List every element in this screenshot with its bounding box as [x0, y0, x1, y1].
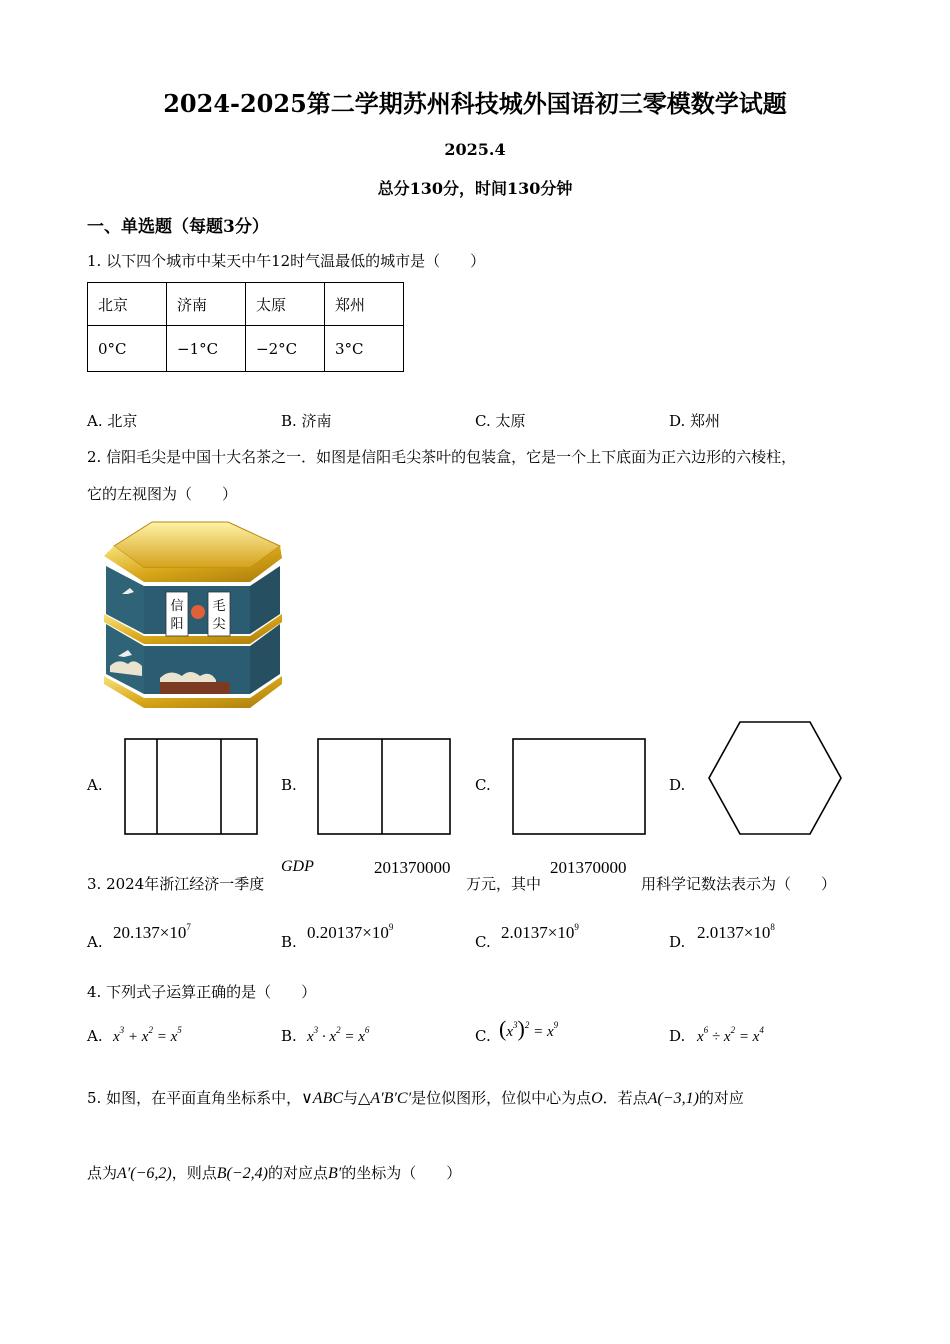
q3-option-b-letter[interactable]: B. — [281, 933, 297, 951]
q2-option-d-label[interactable]: D. — [669, 776, 686, 794]
temperature-table — [87, 282, 404, 372]
question-2-line2: 它的左视图为（ ） — [87, 485, 238, 503]
q2-option-a-figure[interactable] — [124, 738, 258, 836]
q4-option-d-letter[interactable]: D. — [669, 1027, 686, 1045]
q3-option-a-letter[interactable]: A. — [87, 933, 103, 951]
question-3-suffix: 用科学记数法表示为（ ） — [641, 875, 837, 893]
question-5-line1: 5. 如图，在平面直角坐标系中，∨ABC与△A′B′C′是位似图形，位似中心为点O．若点A(−3,1)的对应 — [87, 1089, 744, 1107]
question-1-text: 1. 以下四个城市中某天中午12时气温最低的城市是（ ） — [87, 252, 486, 270]
q3-option-d-letter[interactable]: D. — [669, 933, 686, 951]
exam-info: 总分130分，时间130分钟 — [377, 179, 573, 198]
q2-option-a-label[interactable]: A. — [87, 776, 103, 794]
q2-option-c-label[interactable]: C. — [475, 776, 491, 794]
box-label-xin: 信 — [170, 599, 184, 614]
table-cell-temp: 0°C — [88, 326, 167, 372]
q4-option-d-expr[interactable]: $x^6 \div x^2 = x^4$ — [697, 1025, 764, 1045]
box-label-jian: 尖 — [212, 617, 226, 632]
tea-box-image — [100, 516, 286, 710]
exam-date: 2025.4 — [444, 140, 506, 159]
q3-option-a-expr[interactable]: $20.137\times 10^7$ — [113, 922, 191, 942]
q1-option-a[interactable]: A. 北京 — [87, 412, 138, 430]
box-label-yang: 阳 — [170, 617, 184, 632]
q2-option-d-figure[interactable] — [706, 720, 844, 838]
q3-option-d-expr[interactable]: $2.0137\times 10^8$ — [697, 922, 775, 942]
q1-option-b[interactable]: B. 济南 — [281, 412, 332, 430]
question-3-mid: 万元，其中 — [466, 875, 542, 893]
table-cell-temp: 3°C — [325, 326, 404, 372]
q2-option-c-figure[interactable] — [512, 738, 646, 836]
question-5-line2: 点为A′(−6,2)，则点B(−2,4)的对应点B′的坐标为（ ） — [87, 1164, 462, 1182]
q4-option-c-letter[interactable]: C. — [475, 1027, 491, 1045]
q2-option-b-label[interactable]: B. — [281, 776, 297, 794]
table-cell-city: 太原 — [246, 283, 325, 326]
q3-number2: 201370000 — [550, 858, 627, 877]
question-4-text: 4. 下列式子运算正确的是（ ） — [87, 983, 317, 1001]
question-3-prefix: 3. 2024年浙江经济一季度 — [87, 875, 265, 893]
q4-option-c-expr[interactable]: $(x^3)^2 = x^9$ — [499, 1016, 559, 1041]
q4-option-b-expr[interactable]: $x^3 \cdot x^2 = x^6$ — [307, 1025, 370, 1045]
box-label-mao: 毛 — [212, 599, 226, 614]
q1-option-c[interactable]: C. 太原 — [475, 412, 526, 430]
table-cell-temp: −2°C — [246, 326, 325, 372]
table-cell-city: 郑州 — [325, 283, 404, 326]
q3-gdp: GDP — [281, 858, 314, 875]
q2-option-b-figure[interactable] — [317, 738, 451, 836]
section-heading: 一、单选题（每题3分） — [87, 217, 269, 237]
table-cell-temp: −1°C — [167, 326, 246, 372]
table-cell-city: 北京 — [88, 283, 167, 326]
q1-option-d[interactable]: D. 郑州 — [669, 412, 721, 430]
table-cell-city: 济南 — [167, 283, 246, 326]
q3-option-c-letter[interactable]: C. — [475, 933, 491, 951]
q4-option-a-letter[interactable]: A. — [87, 1027, 103, 1045]
question-2-line1: 2. 信阳毛尖是中国十大名茶之一．如图是信阳毛尖茶叶的包装盒，它是一个上下底面为正六边形的六棱柱， — [87, 448, 797, 466]
q4-option-a-expr[interactable]: $x^3 + x^2 = x^5$ — [113, 1025, 182, 1045]
q3-option-b-expr[interactable]: $0.20137\times 10^9$ — [307, 922, 394, 942]
q3-number: 201370000 — [374, 858, 451, 877]
q4-option-b-letter[interactable]: B. — [281, 1027, 297, 1045]
exam-title: 2024-2025第二学期苏州科技城外国语初三零模数学试题 — [163, 89, 787, 118]
q3-option-c-expr[interactable]: $2.0137\times 10^9$ — [501, 922, 579, 942]
